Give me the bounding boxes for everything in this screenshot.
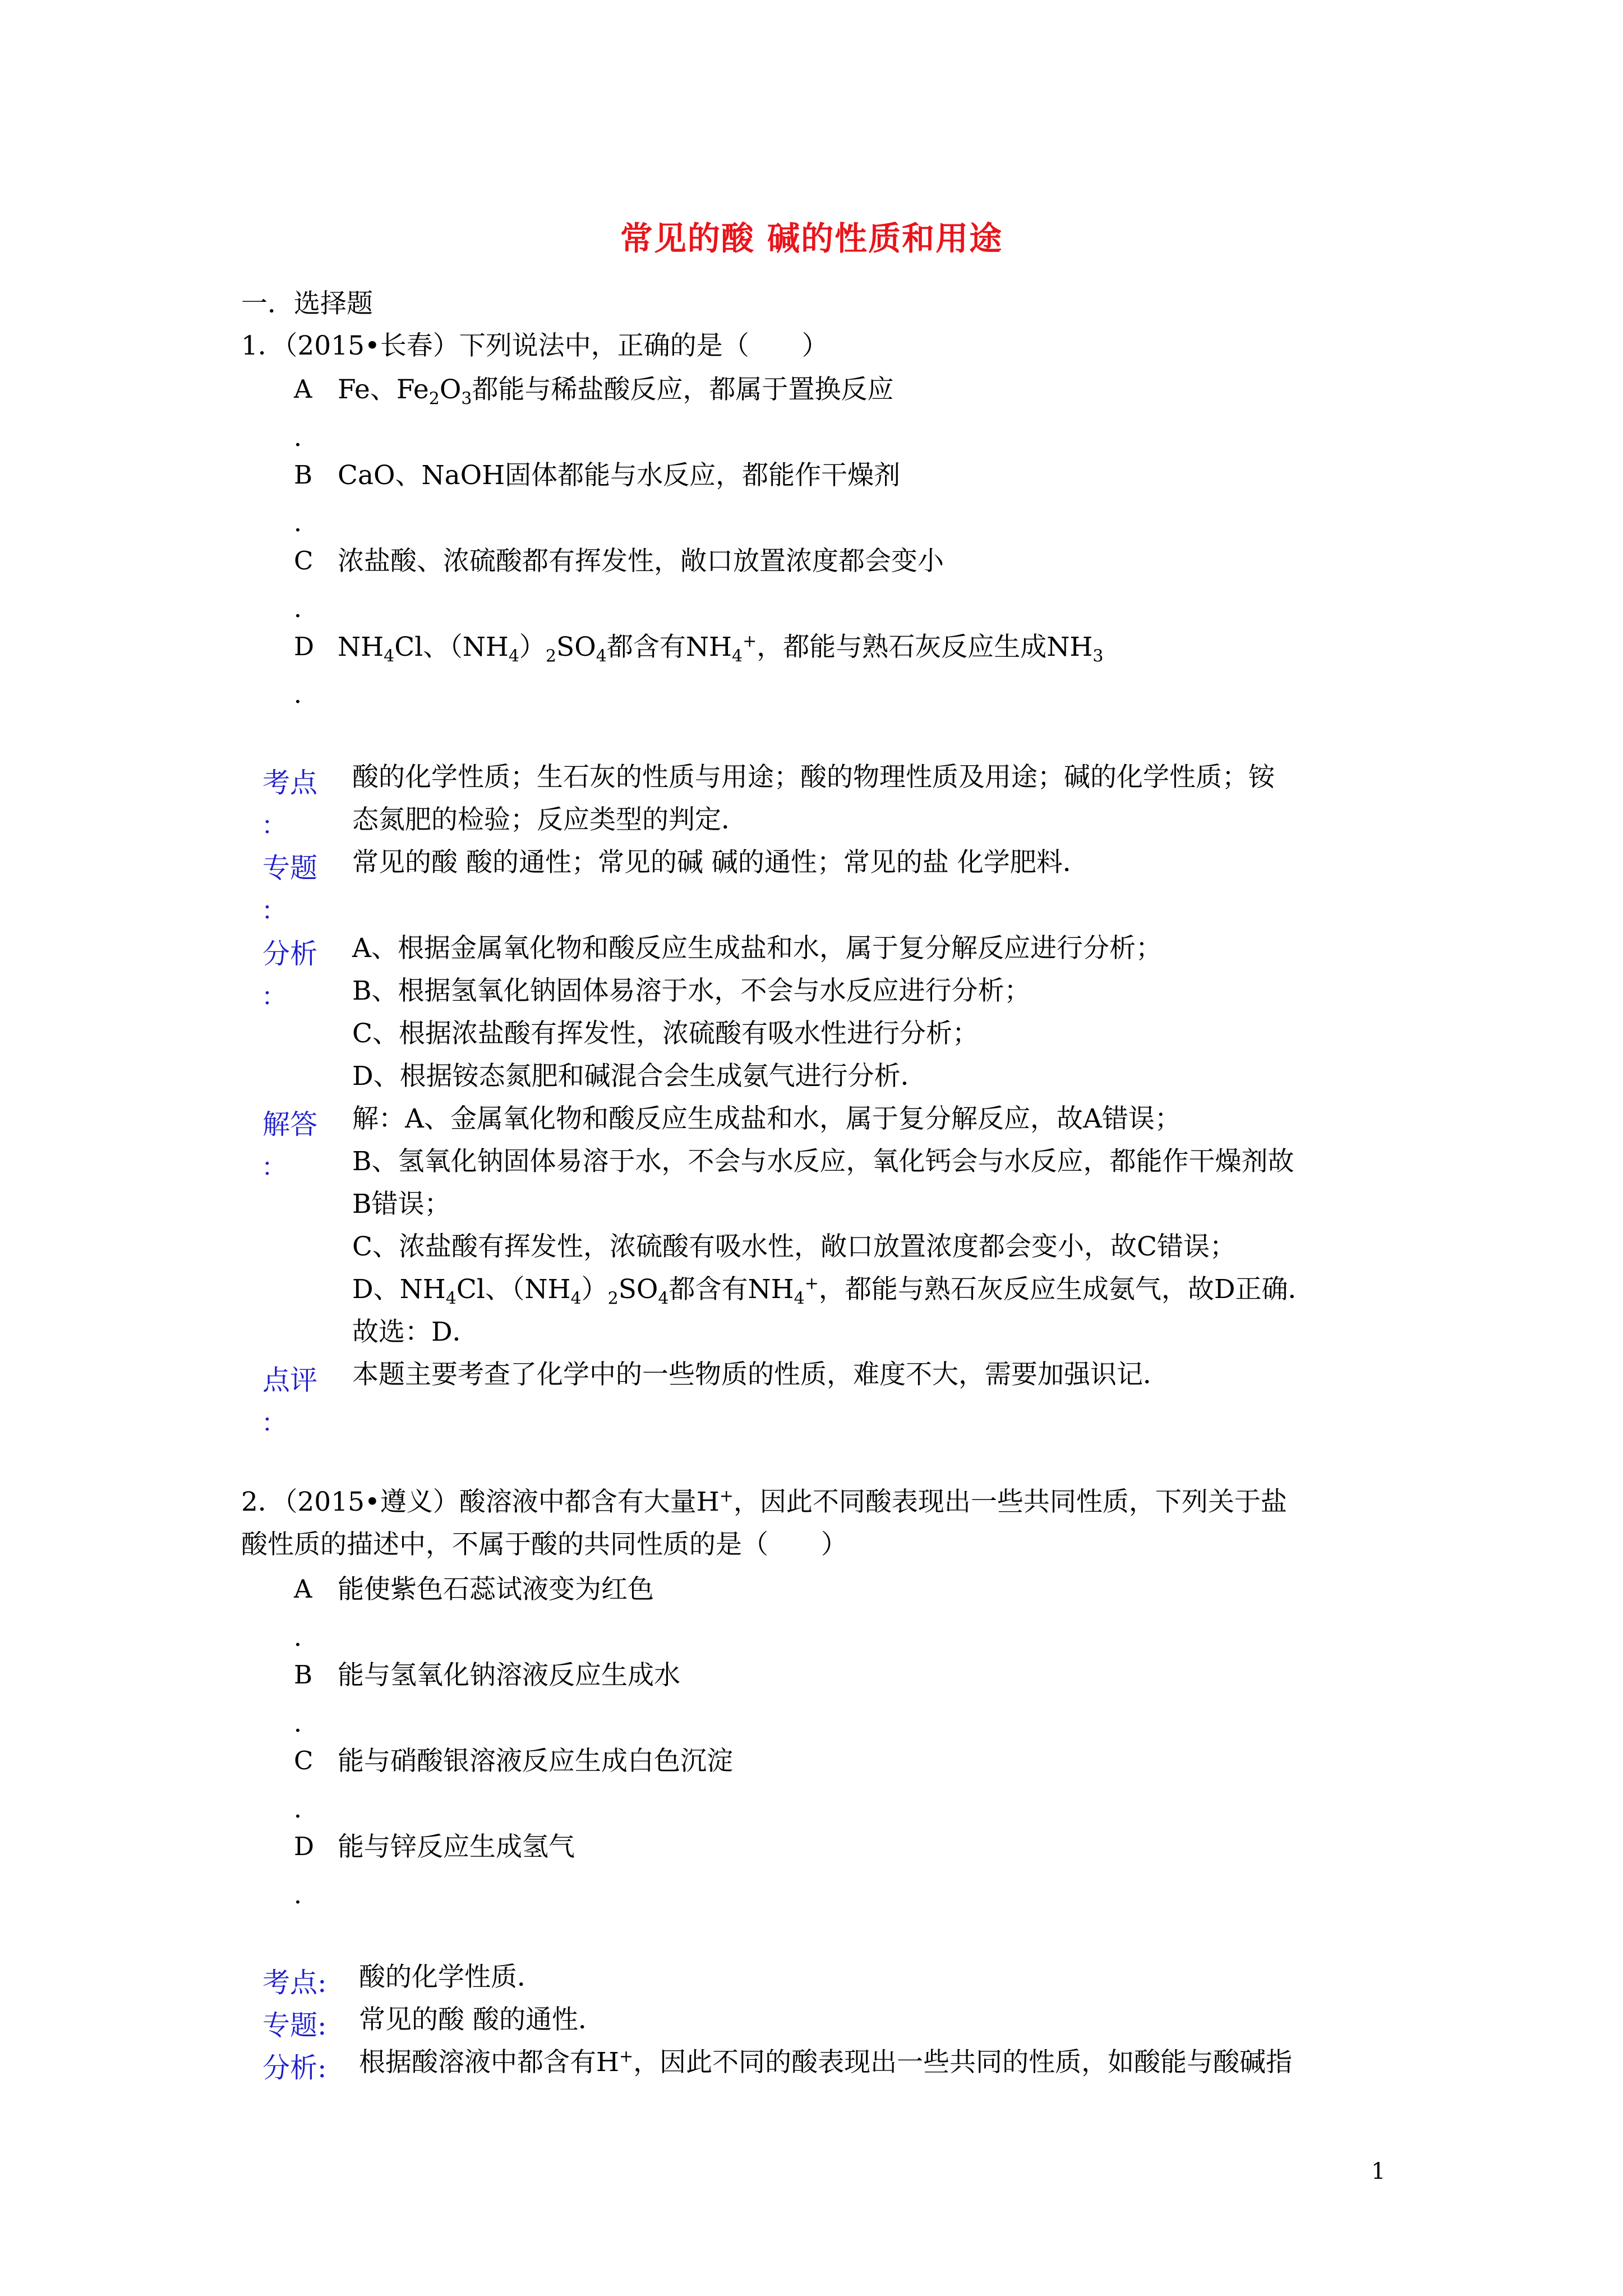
q1-option-a-dot: ．: [294, 422, 320, 452]
q1-kaodian-line-2: 态氮肥的检验；反应类型的判定．: [352, 804, 748, 835]
page-title: 常见的酸 碱的性质和用途: [620, 219, 1003, 257]
q1-jieda-label: 解答: [262, 1108, 318, 1140]
q1-option-c-letter: C: [294, 546, 313, 576]
q1-option-d-dot: ．: [294, 679, 320, 709]
q1-kaodian-label: 考点: [262, 767, 318, 799]
q2-option-c-text: 能与硝酸银溶液反应生成白色沉淀: [338, 1746, 733, 1777]
q1-kaodian-colon: ：: [261, 811, 287, 840]
q1-jieda-answer: 故选：D．: [352, 1317, 479, 1347]
q2-stem-line-1: 2．（2015•遵义）酸溶液中都含有大量H+，因此不同酸表现出一些共同性质，下列关于盐: [241, 1486, 1287, 1517]
q2-option-b-text: 能与氢氧化钠溶液反应生成水: [338, 1660, 680, 1691]
q2-option-d-dot: ．: [294, 1880, 320, 1910]
q2-kaodian-text: 酸的化学性质．: [359, 1962, 543, 1993]
q1-option-a-text: Fe、$Fe_2O_3$都能与稀盐酸反应，都属于置换反应: [338, 374, 894, 409]
q1-fenxi-label: 分析: [262, 938, 318, 970]
q2-option-c-letter: C: [294, 1746, 313, 1775]
q2-option-a-letter: A: [294, 1574, 312, 1604]
q1-stem: 1．（2015•长春）下列说法中，正确的是（ ）: [241, 330, 828, 361]
q1-jieda-line-2: B、氢氧化钠固体易溶于水，不会与水反应，氧化钙会与水反应，都能作干燥剂故: [352, 1146, 1294, 1177]
q1-dianping-text: 本题主要考查了化学中的一些物质的性质，难度不大，需要加强识记．: [352, 1359, 1169, 1390]
q1-option-b-text: CaO、NaOH固体都能与水反应，都能作干燥剂: [338, 460, 901, 491]
q1-dianping-colon: ：: [261, 1408, 287, 1438]
q2-option-d-letter: D: [294, 1832, 315, 1861]
q1-zhuanti-text: 常见的酸 酸的通性；常见的碱 碱的通性；常见的盐 化学肥料．: [352, 847, 1089, 878]
q1-kaodian-line-1: 酸的化学性质；生石灰的性质与用途；酸的物理性质及用途；碱的化学性质；铵: [352, 762, 1275, 793]
q1-zhuanti-colon: ：: [261, 896, 287, 926]
q1-fenxi-colon: ：: [261, 982, 287, 1011]
q1-option-d-letter: D: [294, 632, 315, 661]
q1-jieda-line-4: C、浓盐酸有挥发性，浓硫酸有吸水性，敞口放置浓度都会变小，故C错误；: [352, 1231, 1236, 1262]
q2-fenxi-text: 根据酸溶液中都含有H+，因此不同的酸表现出一些共同的性质，如酸能与酸碱指: [359, 2046, 1293, 2078]
q1-option-c-text: 浓盐酸、浓硫酸都有挥发性，敞口放置浓度都会变小: [338, 546, 944, 577]
q1-option-b-letter: B: [294, 460, 313, 490]
q1-zhuanti-label: 专题: [262, 852, 318, 884]
q2-option-b-letter: B: [294, 1660, 313, 1690]
section-heading: 一．选择题: [241, 288, 373, 319]
q2-option-a-dot: ．: [294, 1622, 320, 1652]
q1-option-c-dot: ．: [294, 593, 320, 623]
q2-option-a-text: 能使紫色石蕊试液变为红色: [338, 1574, 654, 1605]
q1-jieda-line-1: 解：A、金属氧化物和酸反应生成盐和水，属于复分解反应，故A错误；: [352, 1103, 1181, 1134]
q1-fenxi-line-3: C、根据浓盐酸有挥发性，浓硫酸有吸水性进行分析；: [352, 1018, 979, 1049]
q2-option-b-dot: ．: [294, 1708, 320, 1738]
q1-fenxi-line-2: B、根据氢氧化钠固体易溶于水，不会与水反应进行分析；: [352, 976, 1031, 1006]
q1-fenxi-line-4: D、根据铵态氮肥和碱混合会生成氨气进行分析．: [352, 1061, 927, 1092]
q2-option-d-text: 能与锌反应生成氢气: [338, 1832, 575, 1862]
q1-option-d-text: $NH_4Cl$、$(NH_4)_2SO_4$都含有$NH_4^+$，都能与熟石灰反应生成$NH_3$: [338, 631, 1104, 666]
q2-zhuanti-text: 常见的酸 酸的通性．: [359, 2004, 605, 2035]
q2-kaodian-label: 考点:: [262, 1967, 327, 1999]
q1-option-a-letter: A: [294, 374, 312, 404]
q1-jieda-line-3: B错误；: [352, 1189, 451, 1220]
q1-option-b-dot: ．: [294, 508, 320, 537]
q1-jieda-line-5: D、$NH_4Cl$、$(NH_4)_2SO_4$都含有$NH_4^+$，都能与熟石灰反应生成氨气，故D正确．: [352, 1273, 1315, 1309]
q2-stem-line-2: 酸性质的描述中，不属于酸的共同性质的是（ ）: [241, 1529, 847, 1560]
page-number: 1: [1371, 2159, 1386, 2184]
q1-dianping-label: 点评: [262, 1364, 318, 1396]
q1-jieda-colon: ：: [261, 1152, 287, 1182]
q1-fenxi-line-1: A、根据金属氧化物和酸反应生成盐和水，属于复分解反应进行分析；: [352, 933, 1162, 964]
q2-zhuanti-label: 专题:: [262, 2009, 327, 2041]
q2-option-c-dot: ．: [294, 1794, 320, 1824]
q2-fenxi-label: 分析:: [262, 2052, 327, 2084]
